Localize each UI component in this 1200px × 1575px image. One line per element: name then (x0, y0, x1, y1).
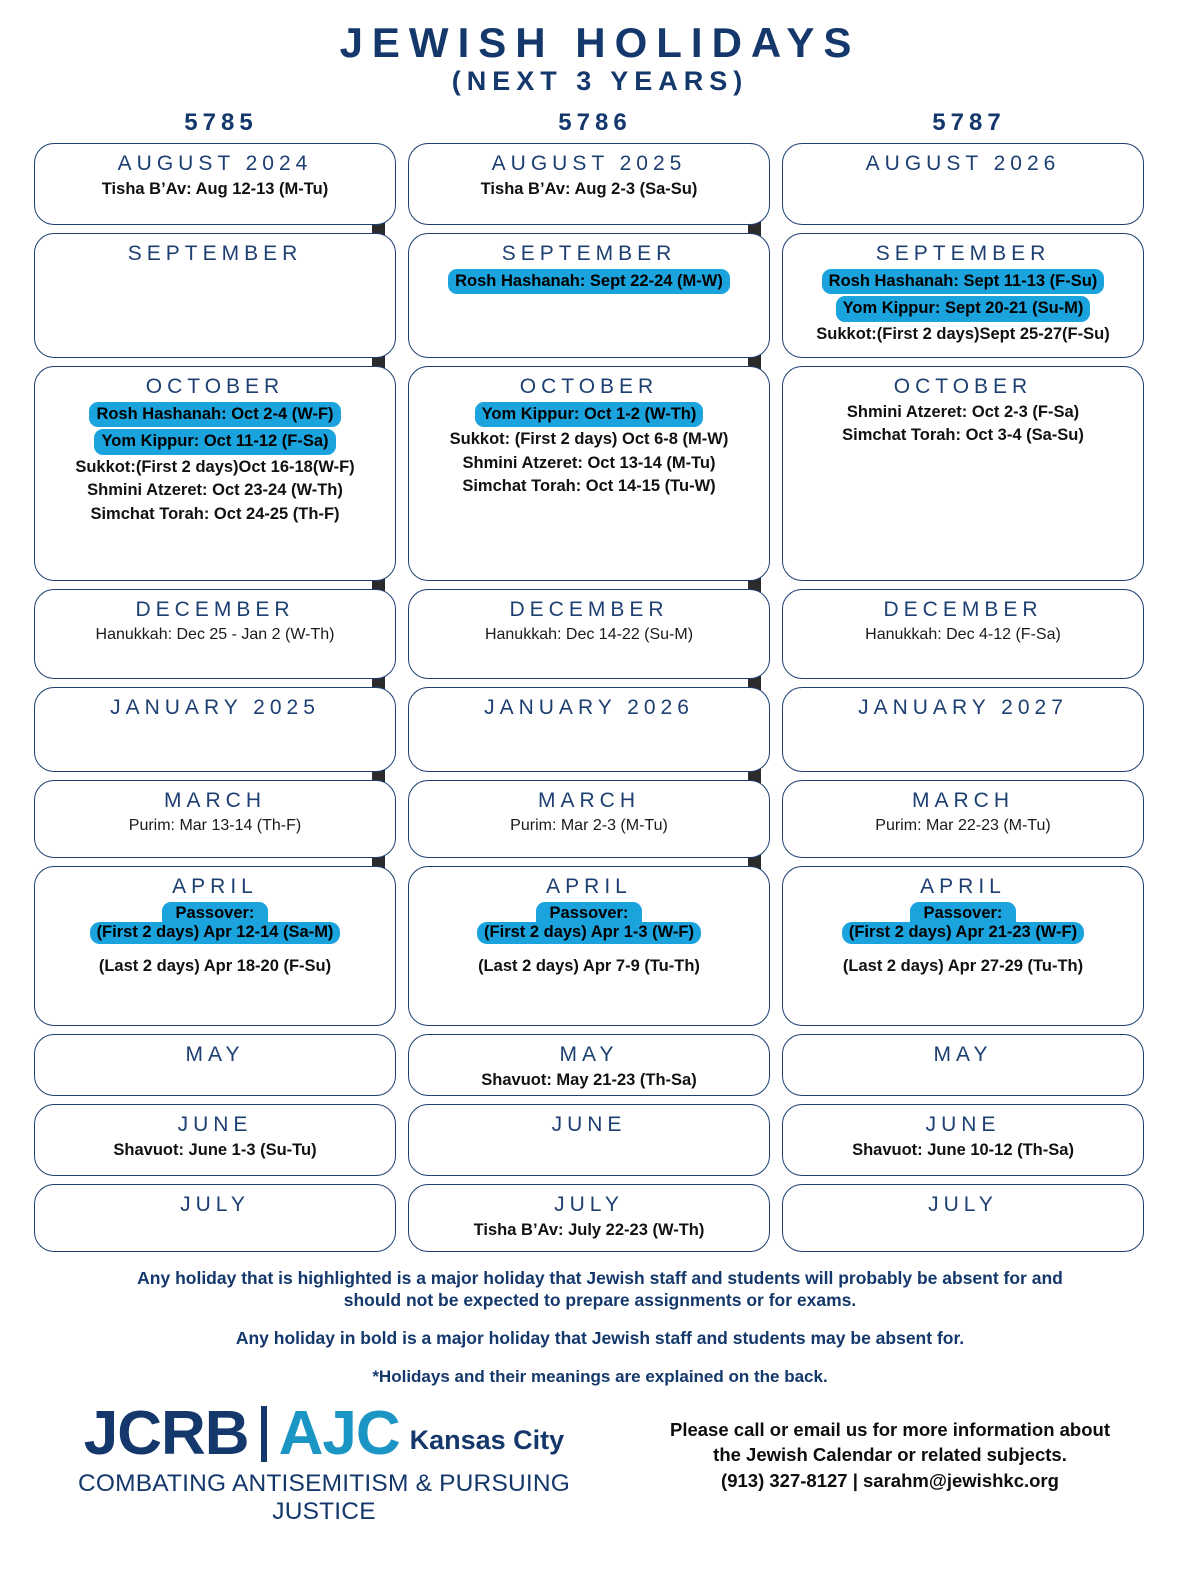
note-bold: Any holiday in bold is a major holiday that Jewish staff and students may be absent for. (235, 1327, 965, 1348)
holiday-entry: Purim: Mar 13-14 (Th-F) (128, 817, 302, 834)
holiday-entry: Sukkot: (First 2 days) Oct 6-8 (M-W) (449, 430, 729, 449)
contact-line-3[interactable]: (913) 327-8127 | sarahm@jewishkc.org (721, 1469, 1059, 1491)
calendar-columns (0, 143, 1200, 1260)
note-highlight-line1: Any holiday that is highlighted is a major holiday that Jewish staff and students will probably be absent for and (137, 1268, 1063, 1288)
month-card (408, 143, 770, 225)
holiday-entry: Tisha B’Av: Aug 12-13 (M-Tu) (101, 180, 329, 198)
month-name: JUNE (551, 1113, 627, 1136)
month-card (408, 1104, 770, 1176)
month-card (34, 1034, 396, 1096)
month-name: JANUARY 2025 (110, 696, 320, 719)
holiday-entry-passover-first-days: (First 2 days) Apr 21-23 (W-F) (842, 922, 1084, 944)
month-name: MARCH (912, 789, 1014, 812)
holiday-entry-highlighted: Yom Kippur: Oct 11-12 (F-Sa) (94, 429, 335, 454)
logo-kansas-city-text: Kansas City (409, 1424, 565, 1455)
month-card (34, 366, 396, 581)
note-highlight-line2: should not be expected to prepare assignments or for exams. (343, 1289, 857, 1310)
holiday-entry: Shavuot: June 10-12 (Th-Sa) (852, 1141, 1074, 1159)
month-card (34, 589, 396, 679)
month-name: AUGUST 2024 (117, 152, 313, 175)
holiday-entry: Hanukkah: Dec 14-22 (Su-M) (484, 626, 694, 643)
year-column-5785 (34, 143, 396, 1260)
month-name: OCTOBER (893, 375, 1033, 398)
month-card (34, 143, 396, 225)
month-name: DECEMBER (509, 598, 669, 621)
holiday-entry-passover-title: Passover: (536, 902, 643, 924)
passover-highlight-group (842, 902, 1084, 944)
month-name: SEPTEMBER (127, 242, 303, 265)
month-card (34, 1104, 396, 1176)
logo-ajc-text: AJC (278, 1398, 400, 1468)
month-card (34, 866, 396, 1026)
month-name: DECEMBER (883, 598, 1043, 621)
month-card (782, 143, 1144, 225)
year-label-5786: 5786 (558, 109, 632, 136)
passover-highlight-group (477, 902, 701, 944)
page-title: JEWISH HOLIDAYS (339, 19, 861, 66)
month-name: JULY (928, 1193, 998, 1216)
holiday-entry: Shavuot: June 1-3 (Su-Tu) (113, 1141, 317, 1159)
logo-divider-bar (261, 1406, 267, 1462)
year-label-5785: 5785 (184, 109, 258, 136)
holiday-entry: Purim: Mar 22-23 (M-Tu) (875, 817, 1051, 834)
month-card (782, 866, 1144, 1026)
month-card (782, 589, 1144, 679)
holiday-entry: Simchat Torah: Oct 3-4 (Sa-Su) (842, 426, 1084, 445)
holiday-entry: Simchat Torah: Oct 24-25 (Th-F) (90, 504, 340, 523)
logo-tagline: COMBATING ANTISEMITISM & PURSUING JUSTICE (77, 1469, 571, 1525)
holiday-entry: Tisha B’Av: July 22-23 (W-Th) (473, 1221, 705, 1239)
holiday-entry-highlighted: Rosh Hashanah: Sept 11-13 (F-Su) (822, 269, 1105, 294)
footer-notes (0, 1268, 1200, 1387)
month-name: MAY (933, 1043, 993, 1066)
year-labels-row (0, 109, 1200, 137)
month-name: MAY (559, 1043, 619, 1066)
month-card (408, 366, 770, 581)
holiday-entry-highlighted: Yom Kippur: Oct 1-2 (W-Th) (475, 402, 704, 427)
holiday-entry: (Last 2 days) Apr 18-20 (F-Su) (98, 957, 332, 975)
holiday-entry: Purim: Mar 2-3 (M-Tu) (510, 817, 668, 834)
holiday-entry-highlighted: Rosh Hashanah: Oct 2-4 (W-F) (89, 402, 340, 427)
month-card (408, 780, 770, 858)
month-card (782, 233, 1144, 358)
month-name: SEPTEMBER (501, 242, 677, 265)
holiday-entry: Hanukkah: Dec 4-12 (F-Sa) (865, 626, 1061, 643)
holiday-entry-passover-title: Passover: (910, 902, 1017, 924)
logo-wordmark (34, 1398, 614, 1468)
holiday-entry: Shmini Atzeret: Oct 13-14 (M-Tu) (462, 453, 716, 472)
holiday-entry: Tisha B’Av: Aug 2-3 (Sa-Su) (480, 180, 698, 198)
holiday-entry: Shmini Atzeret: Oct 2-3 (F-Sa) (846, 403, 1080, 421)
holiday-entry-passover-title: Passover: (162, 902, 269, 924)
month-card (782, 780, 1144, 858)
month-card (408, 866, 770, 1026)
month-name: JULY (554, 1193, 624, 1216)
month-name: MAY (185, 1043, 245, 1066)
month-name: APRIL (546, 875, 632, 898)
holiday-entry-passover-first-days: (First 2 days) Apr 1-3 (W-F) (477, 922, 701, 944)
month-name: JANUARY 2026 (484, 696, 694, 719)
month-card (782, 366, 1144, 581)
passover-highlight-group (90, 902, 341, 944)
month-card (408, 1034, 770, 1096)
contact-line-1: Please call or email us for more information about (670, 1418, 1110, 1440)
footer (0, 1398, 1200, 1526)
month-card (782, 1104, 1144, 1176)
contact-line-2: the Jewish Calendar or related subjects. (713, 1444, 1067, 1466)
holiday-entry: Hanukkah: Dec 25 - Jan 2 (W-Th) (95, 626, 335, 643)
month-card (408, 687, 770, 772)
month-name: SEPTEMBER (875, 242, 1051, 265)
month-card (34, 780, 396, 858)
note-back: *Holidays and their meanings are explained on the back. (372, 1366, 828, 1386)
month-name: DECEMBER (135, 598, 295, 621)
month-card (782, 687, 1144, 772)
month-name: APRIL (920, 875, 1006, 898)
year-column-5787 (782, 143, 1144, 1260)
month-card (408, 1184, 770, 1252)
holiday-entry-highlighted: Rosh Hashanah: Sept 22-24 (M-W) (448, 269, 730, 294)
month-card (34, 687, 396, 772)
month-card (408, 233, 770, 358)
month-name: AUGUST 2025 (491, 152, 687, 175)
jcrb-ajc-logo (34, 1398, 614, 1526)
holiday-entry: Sukkot:(First 2 days)Oct 16-18(W-F) (75, 457, 355, 476)
holiday-entry-passover-first-days: (First 2 days) Apr 12-14 (Sa-M) (90, 922, 341, 944)
month-card (34, 233, 396, 358)
month-name: JUNE (177, 1113, 253, 1136)
month-name: JUNE (925, 1113, 1001, 1136)
month-card (408, 589, 770, 679)
month-name: JANUARY 2027 (858, 696, 1068, 719)
contact-block (614, 1405, 1166, 1494)
page-subtitle: (NEXT 3 YEARS) (451, 66, 749, 96)
holiday-entry: Shavuot: May 21-23 (Th-Sa) (481, 1071, 697, 1089)
holiday-entry: Sukkot:(First 2 days)Sept 25-27(F-Su) (816, 324, 1110, 343)
month-name: MARCH (538, 789, 640, 812)
month-card (782, 1184, 1144, 1252)
year-label-5787: 5787 (932, 109, 1006, 136)
holiday-entry: Simchat Torah: Oct 14-15 (Tu-W) (462, 477, 716, 496)
month-name: OCTOBER (145, 375, 285, 398)
month-name: AUGUST 2026 (865, 152, 1061, 175)
holiday-entry: Shmini Atzeret: Oct 23-24 (W-Th) (87, 481, 343, 500)
month-name: MARCH (164, 789, 266, 812)
month-name: APRIL (172, 875, 258, 898)
logo-jcrb-text: JCRB (83, 1398, 249, 1468)
month-card (34, 1184, 396, 1252)
holiday-entry: (Last 2 days) Apr 27-29 (Tu-Th) (842, 957, 1084, 975)
year-column-5786 (408, 143, 770, 1260)
holiday-entry: (Last 2 days) Apr 7-9 (Tu-Th) (478, 957, 700, 975)
holiday-entry-highlighted: Yom Kippur: Sept 20-21 (Su-M) (836, 296, 1091, 321)
month-name: OCTOBER (519, 375, 659, 398)
month-name: JULY (180, 1193, 250, 1216)
month-card (782, 1034, 1144, 1096)
